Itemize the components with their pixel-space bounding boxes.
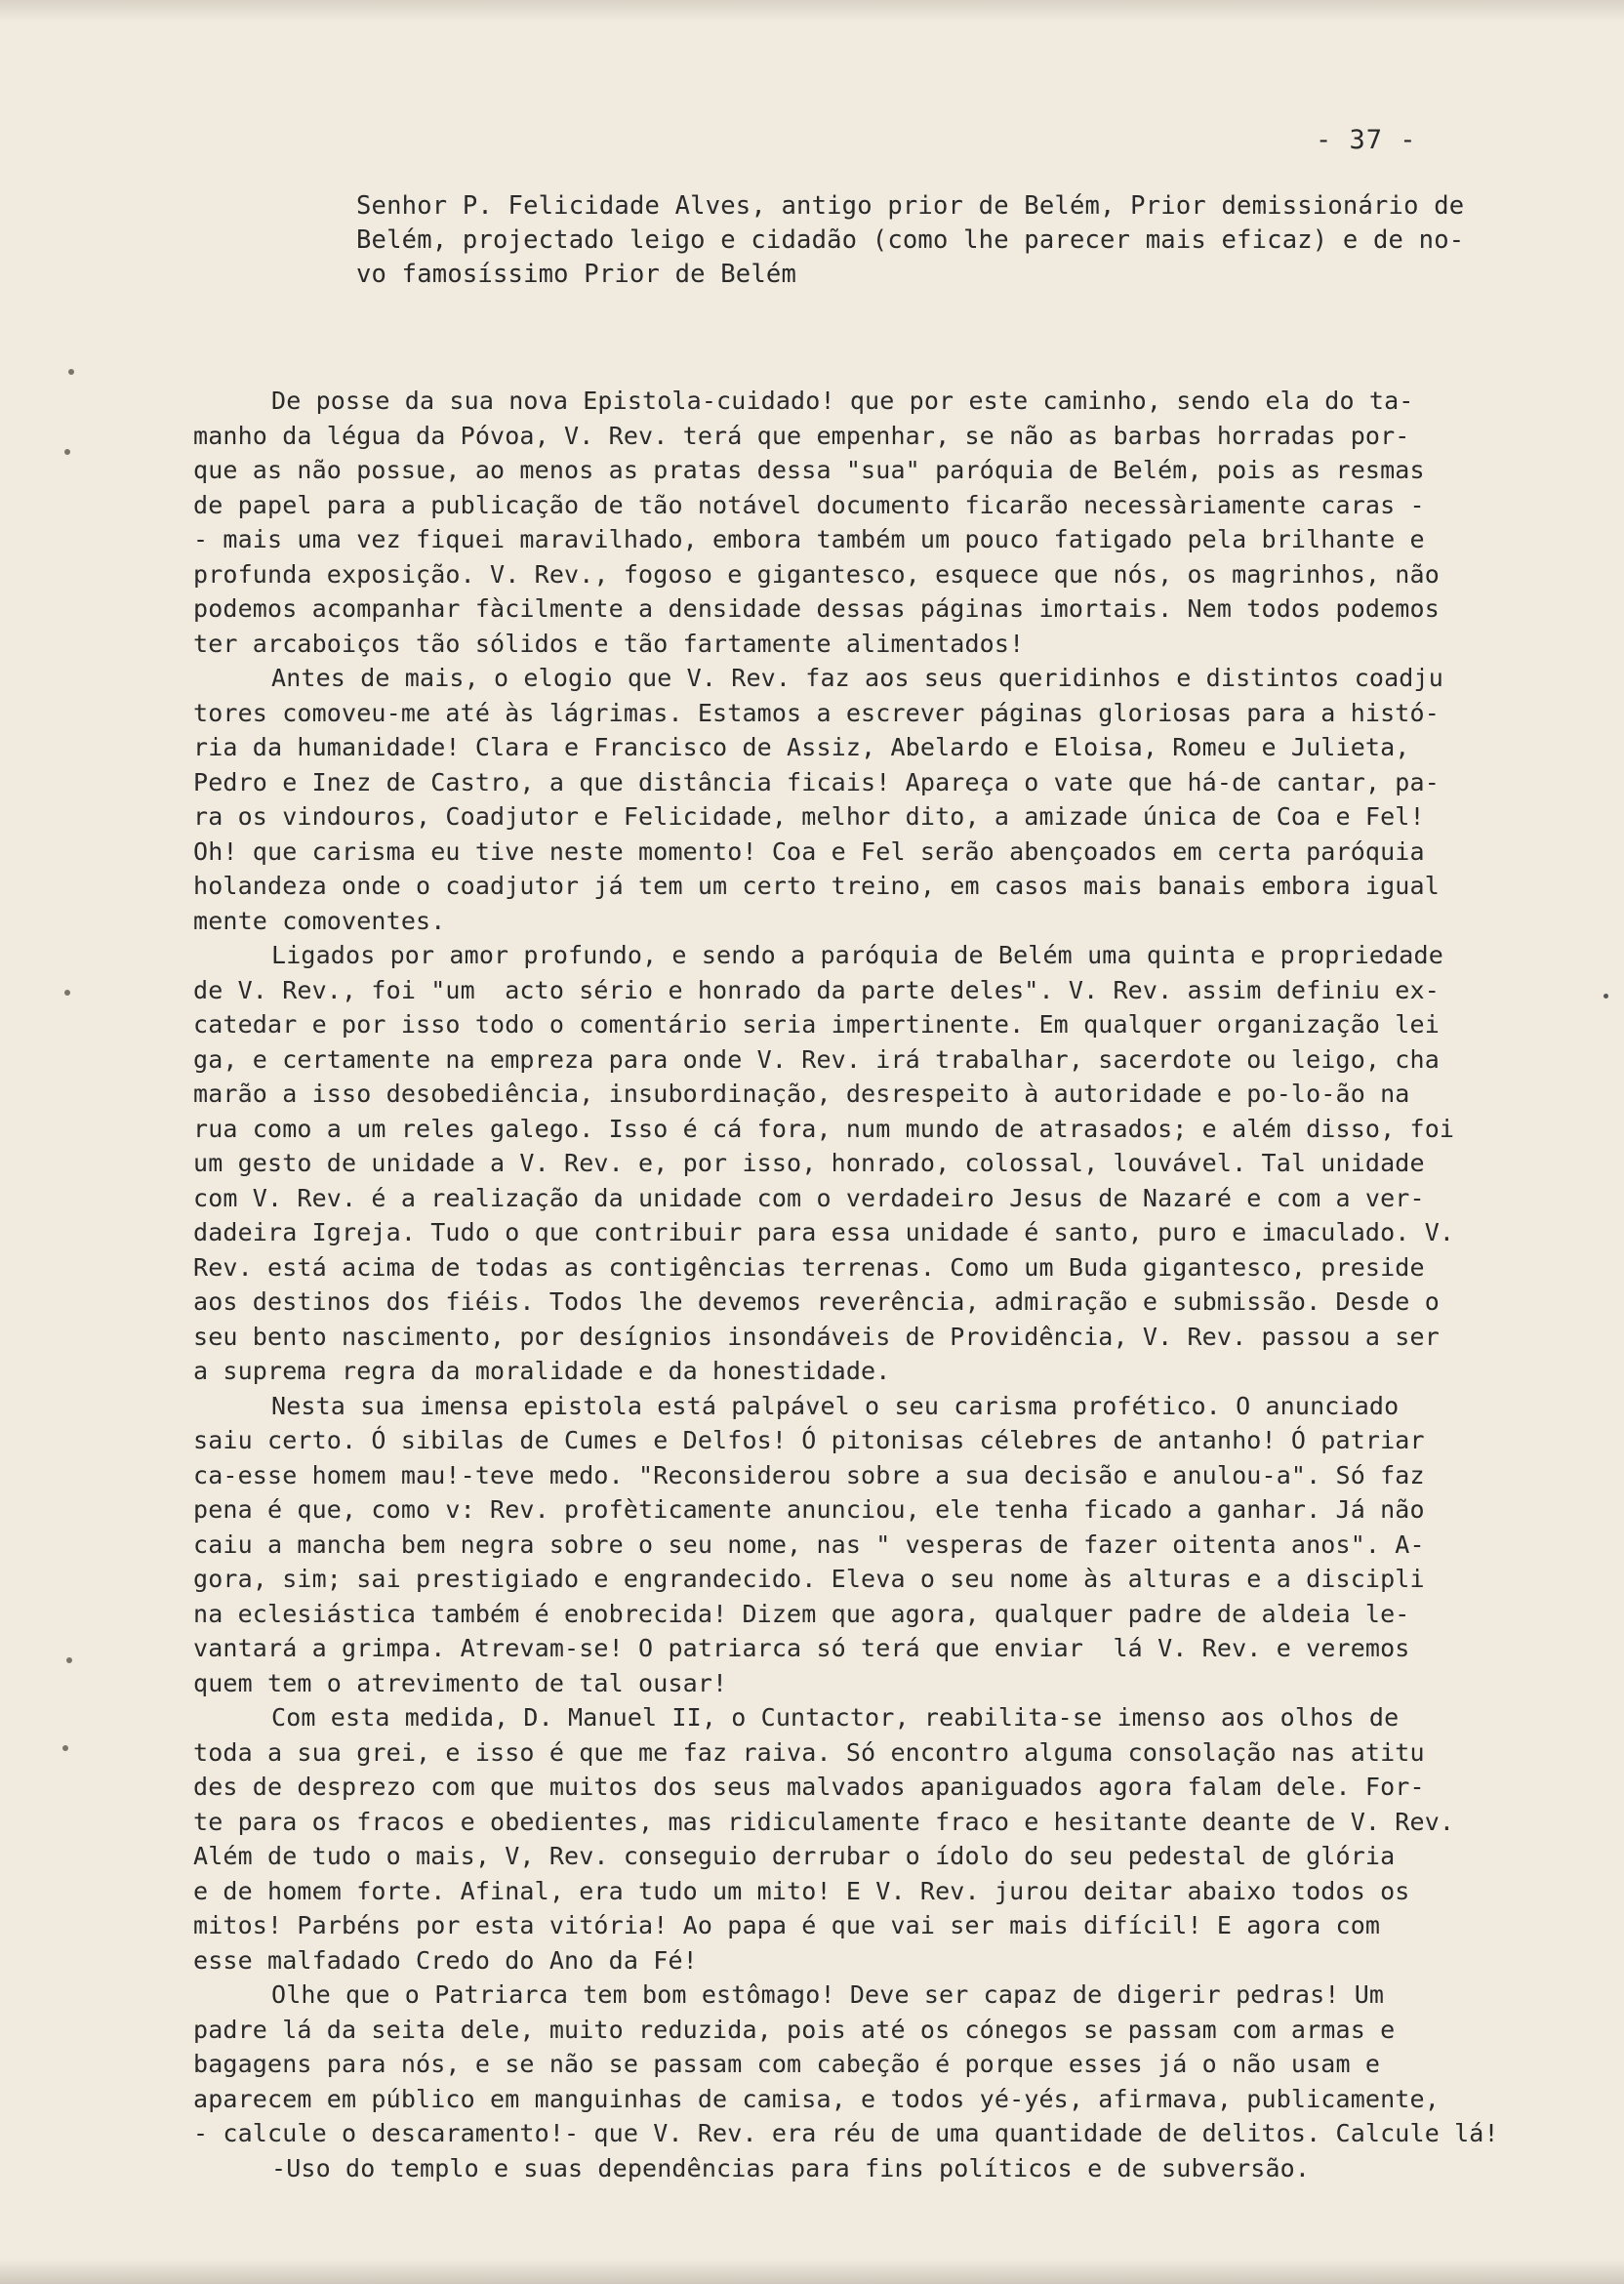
body-line: - calcule o descaramento!- que V. Rev. era réu de uma quantidade de delitos. Calcule lá! bbox=[193, 2119, 1499, 2147]
body-line: tores comoveu-me até às lágrimas. Estamos a escrever páginas gloriosas para a histó- bbox=[193, 698, 1440, 727]
body-line: Antes de mais, o elogio que V. Rev. faz aos seus queridinhos e distintos coadju bbox=[271, 664, 1443, 692]
body-line: Nesta sua imensa epistola está palpável o seu carisma profético. O anunciado bbox=[271, 1391, 1400, 1420]
body-line: aparecem em público em manguinhas de camisa, e todos yé-yés, afirmava, publicamente, bbox=[193, 2084, 1440, 2113]
body-line: pena é que, como v: Rev. profèticamente anunciou, ele tenha ficado a ganhar. Já não bbox=[193, 1495, 1425, 1524]
punch-mark bbox=[1604, 994, 1608, 999]
body-line: manho da légua da Póvoa, V. Rev. terá que empenhar, se não as barbas horradas por- bbox=[193, 421, 1410, 450]
body-line: ra os vindouros, Coadjutor e Felicidade, melhor dito, a amizade única de Coa e Fel! bbox=[193, 802, 1425, 831]
body-line: aos destinos dos fiéis. Todos lhe devemos reverência, admiração e submissão. Desde o bbox=[193, 1287, 1440, 1316]
body-line: na eclesiástica também é enobrecida! Dizem que agora, qualquer padre de aldeia le- bbox=[193, 1599, 1410, 1628]
body-line: um gesto de unidade a V. Rev. e, por isso, honrado, colossal, louvável. Tal unidade bbox=[193, 1149, 1425, 1177]
body-line: rua como a um reles galego. Isso é cá fora, num mundo de atrasados; e além disso, foi bbox=[193, 1114, 1455, 1143]
body-line: caiu a mancha bem negra sobre o seu nome, nas " vesperas de fazer oitenta anos". A- bbox=[193, 1529, 1425, 1559]
body-line: profunda exposição. V. Rev., fogoso e gigantesco, esquece que nós, os magrinhos, não bbox=[193, 559, 1440, 589]
page-bottom-edge bbox=[0, 2259, 1624, 2284]
body-line: Ligados por amor profundo, e sendo a paróquia de Belém uma quinta e propriedade bbox=[271, 941, 1443, 969]
body-line: marão a isso desobediência, insubordinação, desrespeito à autoridade e po-lo-ão na bbox=[193, 1080, 1410, 1108]
punch-mark bbox=[64, 449, 70, 455]
address-line: Senhor P. Felicidade Alves, antigo prior de Belém, Prior demissionário de bbox=[356, 191, 1465, 221]
body-line: te para os fracos e obedientes, mas ridiculamente fraco e hesitante deante de V. Rev. bbox=[193, 1807, 1455, 1836]
body-line: com V. Rev. é a realização da unidade com o verdadeiro Jesus de Nazaré e com a ver- bbox=[193, 1183, 1425, 1212]
body-line: a suprema regra da moralidade e da honestidade. bbox=[193, 1357, 891, 1385]
body-line: Além de tudo o mais, V, Rev. conseguio derrubar o ídolo do seu pedestal de glória bbox=[193, 1842, 1396, 1870]
body-line: Pedro e Inez de Castro, a que distância ficais! Apareça o vate que há-de cantar, pa- bbox=[193, 767, 1440, 796]
page-number: - 37 - bbox=[1316, 125, 1417, 155]
body-line: des de desprezo com que muitos dos seus malvados apaniguados agora falam dele. For- bbox=[193, 1773, 1425, 1801]
body-line: - mais uma vez fiquei maravilhado, embora também um pouco fatigado pela brilhante e bbox=[193, 525, 1425, 553]
address-line: vo famosíssimo Prior de Belém bbox=[356, 260, 797, 289]
body-line: seu bento nascimento, por desígnios insondáveis de Providência, V. Rev. passou a ser bbox=[193, 1322, 1440, 1351]
body-line: Rev. está acima de todas as contigências terrenas. Como um Buda gigantesco, preside bbox=[193, 1252, 1425, 1282]
body-line: saiu certo. Ó sibilas de Cumes e Delfos! Ó pitonisas célebres de antanho! Ó patriar bbox=[193, 1426, 1425, 1454]
body-line: catedar e por isso todo o comentário seria impertinente. Em qualquer organização lei bbox=[193, 1010, 1440, 1039]
body-line: de papel para a publicação de tão notável documento ficarão necessàriamente caras - bbox=[193, 490, 1425, 519]
body-line: podemos acompanhar fàcilmente a densidade dessas páginas imortais. Nem todos podemos bbox=[193, 594, 1440, 623]
body-line: -Uso do templo e suas dependências para fins políticos e de subversão. bbox=[271, 2153, 1311, 2182]
body-line: ter arcaboiços tão sólidos e tão fartamente alimentados! bbox=[193, 629, 1025, 658]
punch-mark bbox=[62, 1745, 68, 1751]
page-top-edge bbox=[0, 0, 1624, 21]
letter-body bbox=[193, 384, 1499, 2185]
punch-mark bbox=[64, 990, 70, 996]
punch-mark bbox=[66, 1657, 72, 1663]
address-line: Belém, projectado leigo e cidadão (como lhe parecer mais eficaz) e de no- bbox=[356, 225, 1465, 255]
address-block bbox=[356, 189, 1488, 292]
body-line: bagagens para nós, e se não se passam com cabeção é porque esses já o não usam e bbox=[193, 2050, 1381, 2078]
body-line: de V. Rev., foi "um acto sério e honrado da parte deles". V. Rev. assim definiu ex- bbox=[193, 975, 1440, 1004]
body-line: Com esta medida, D. Manuel II, o Cuntactor, reabilita-se imenso aos olhos de bbox=[271, 1703, 1400, 1732]
body-line: vantará a grimpa. Atrevam-se! O patriarca só terá que enviar lá V. Rev. e veremos bbox=[193, 1634, 1410, 1662]
body-line: padre lá da seita dele, muito reduzida, pois até os cónegos se passam com armas e bbox=[193, 2015, 1396, 2044]
body-line: que as não possue, ao menos as pratas dessa "sua" paróquia de Belém, pois as resmas bbox=[193, 456, 1425, 484]
body-line: ga, e certamente na empreza para onde V. Rev. irá trabalhar, sacerdote ou leigo, cha bbox=[193, 1044, 1440, 1074]
body-line: holandeza onde o coadjutor já tem um certo treino, em casos mais banais embora igual bbox=[193, 872, 1440, 900]
body-line: Olhe que o Patriarca tem bom estômago! Deve ser capaz de digerir pedras! Um bbox=[271, 1980, 1385, 2009]
body-line: toda a sua grei, e isso é que me faz raiva. Só encontro alguma consolação nas atitu bbox=[193, 1737, 1425, 1767]
body-line: mitos! Parbéns por esta vitória! Ao papa é que vai ser mais difícil! E agora com bbox=[193, 1911, 1381, 1939]
body-line: gora, sim; sai prestigiado e engrandecido. Eleva o seu nome às alturas e a discipli bbox=[193, 1565, 1425, 1593]
body-line: esse malfadado Credo do Ano da Fé! bbox=[193, 1945, 698, 1975]
body-line: dadeira Igreja. Tudo o que contribuir para essa unidade é santo, puro e imaculado. V. bbox=[193, 1218, 1455, 1246]
body-line: mente comoventes. bbox=[193, 906, 446, 935]
body-line: quem tem o atrevimento de tal ousar! bbox=[193, 1668, 728, 1697]
body-line: ria da humanidade! Clara e Francisco de Assiz, Abelardo e Eloisa, Romeu e Julieta, bbox=[193, 733, 1410, 761]
body-line: ca-esse homem mau!-teve medo. "Reconsiderou sobre a sua decisão e anulou-a". Só faz bbox=[193, 1460, 1425, 1489]
body-line: e de homem forte. Afinal, era tudo um mito! E V. Rev. jurou deitar abaixo todos os bbox=[193, 1876, 1410, 1905]
punch-mark bbox=[68, 369, 74, 375]
body-line: Oh! que carisma eu tive neste momento! Coa e Fel serão abençoados em certa paróquia bbox=[193, 836, 1425, 866]
body-line: De posse da sua nova Epistola-cuidado! que por este caminho, sendo ela do ta- bbox=[271, 387, 1414, 415]
